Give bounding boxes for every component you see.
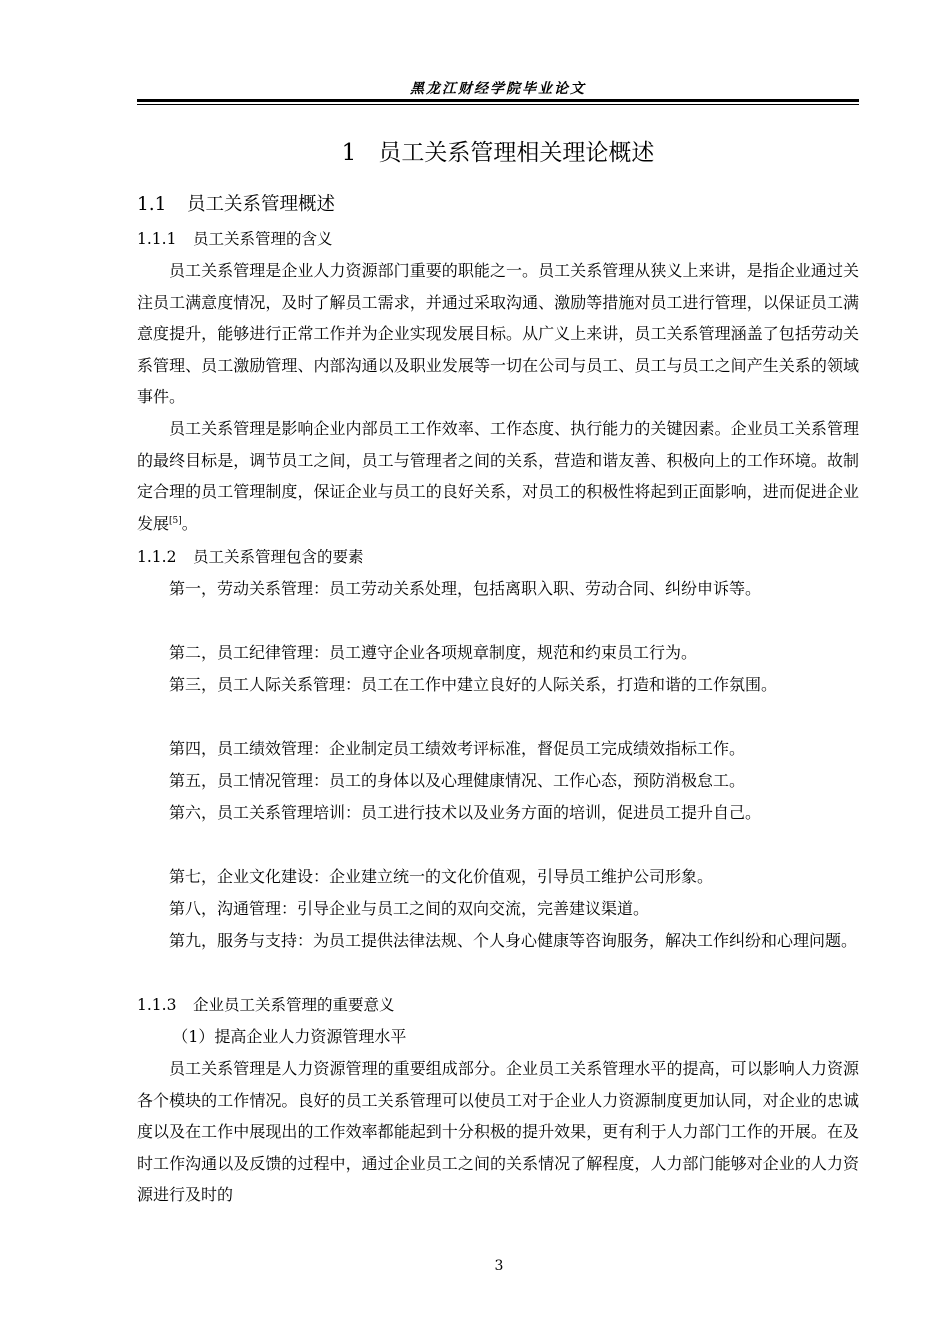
paragraph (137, 413, 859, 539)
header-rule (137, 99, 859, 102)
subsection-title: 员工关系管理的含义 (193, 230, 333, 248)
chapter-title-text: 员工关系管理相关理论概述 (378, 140, 655, 166)
running-header: 黑龙江财经学院毕业论文 (410, 81, 586, 97)
paragraph-text: 员工关系管理是影响企业内部员工工作效率、工作态度、执行能力的关键因素。企业员工关系管理的最终目标是，调节员工之间，员工与管理者之间的关系，营造和谐友善、积极向上的工作环境。故制定合理的员工管理制度，保证企业与员工的良好关系，对员工的积极性将起到正面影响，进而促进企业发展 (137, 419, 859, 533)
subsection-heading-1-1-1 (137, 227, 333, 249)
subsection-number: 1.1.3 (137, 996, 177, 1014)
subsection-number: 1.1.2 (137, 548, 177, 566)
page-number: 3 (494, 1258, 504, 1274)
list-item: 第一，劳动关系管理：员工劳动关系处理，包括离职入职、劳动合同、纠纷申诉等。 (169, 579, 762, 598)
section-heading-1-1 (137, 190, 335, 216)
list-item: 第二，员工纪律管理：员工遵守企业各项规章制度，规范和约束员工行为。 (169, 643, 698, 662)
list-item: 第八，沟通管理：引导企业与员工之间的双向交流，完善建议渠道。 (169, 899, 650, 918)
list-item: 第五，员工情况管理：员工的身体以及心理健康情况、工作心态，预防消极怠工。 (169, 771, 746, 790)
section-title: 员工关系管理概述 (187, 194, 336, 215)
subsection-heading-1-1-3 (137, 993, 395, 1015)
list-item: 第三，员工人际关系管理：员工在工作中建立良好的人际关系，打造和谐的工作氛围。 (169, 675, 778, 694)
chapter-title (137, 134, 859, 167)
numbered-subheading: （1）提高企业人力资源管理水平 (172, 1027, 407, 1046)
paragraph: 员工关系管理是企业人力资源部门重要的职能之一。员工关系管理从狭义上来讲，是指企业通过关注员工满意度情况，及时了解员工需求，并通过采取沟通、激励等措施对员工进行管理，以保证员工满意度提升，能够进行正常工作并为企业实现发展目标。从广义上来讲，员工关系管理涵盖了包括劳动关系管理、员工激励管理、内部沟通以及职业发展等一切在公司与员工、员工与员工之间产生关系的领域事件。 (137, 261, 859, 406)
paragraph-end: 。 (181, 513, 198, 533)
subsection-number: 1.1.1 (137, 230, 177, 248)
subsection-heading-1-1-2 (137, 545, 364, 567)
section-number: 1.1 (137, 194, 167, 215)
list-item: 第九，服务与支持：为员工提供法律法规、个人身心健康等咨询服务，解决工作纠纷和心理问题。 (169, 931, 858, 950)
list-item: 第六，员工关系管理培训：员工进行技术以及业务方面的培训，促进员工提升自己。 (169, 803, 762, 822)
list-item: 第七，企业文化建设：企业建立统一的文化价值观，引导员工维护公司形象。 (169, 867, 714, 886)
subsection-title: 企业员工关系管理的重要意义 (193, 996, 395, 1014)
list-item: 第四，员工绩效管理：企业制定员工绩效考评标准，督促员工完成绩效指标工作。 (169, 739, 746, 758)
chapter-number: 1 (341, 140, 357, 166)
subsection-title: 员工关系管理包含的要素 (193, 548, 364, 566)
citation: [5] (169, 515, 182, 526)
paragraph: 员工关系管理是人力资源管理的重要组成部分。企业员工关系管理水平的提高，可以影响人力资源各个模块的工作情况。良好的员工关系管理可以使员工对于企业人力资源制度更加认同，对企业的忠诚度以及在工作中展现出的工作效率都能起到十分积极的提升效果，更有利于人力部门工作的开展。在及时工作沟通以及反馈的过程中，通过企业员工之间的关系情况了解程度，人力部门能够对企业的人力资源进行及时的 (137, 1059, 859, 1204)
header-rule-thin (137, 104, 859, 105)
